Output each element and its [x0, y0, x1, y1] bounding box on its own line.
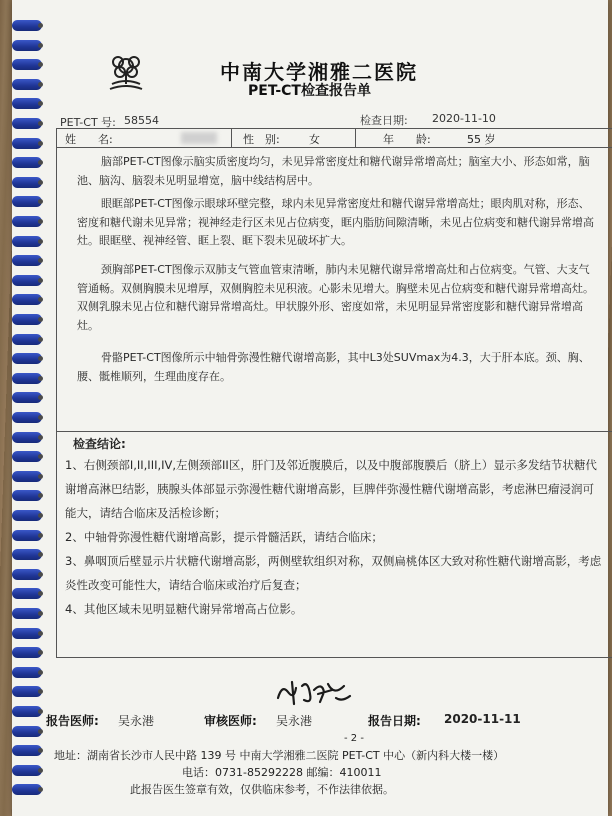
binding-hole	[38, 141, 43, 146]
binding-hole	[38, 591, 43, 596]
binding-hole	[38, 415, 43, 420]
binding-hole	[38, 278, 43, 283]
binding-hole	[38, 219, 43, 224]
finding-neck-chest: 颈胸部PET-CT图像示双肺支气管血管束清晰，肺内未见糖代谢异常增高灶和占位病变。气管、大支气管通畅。双侧胸膜未见增厚，双侧胸腔未见积液。心影未见增大。胸壁未见占位病变和糖代谢异常增高灶。双侧乳腺未见占位和糖代谢异常增高灶。甲状腺外形、密度如常，未见明显异常密度影和糖代谢异常增高灶。	[77, 263, 594, 332]
reporter-name: 吴永港	[118, 714, 155, 728]
binding-hole	[38, 787, 43, 792]
hospital-logo-icon	[102, 48, 150, 96]
disclaimer-line: 此报告医生签章有效，仅供临床参考，不作法律依据。	[130, 783, 394, 796]
binding-hole	[38, 160, 43, 165]
patient-info-row	[57, 129, 612, 148]
binding-hole	[38, 513, 43, 518]
handwritten-signature	[274, 678, 354, 708]
binding-hole	[38, 43, 43, 48]
binding-hole	[38, 356, 43, 361]
binding-hole	[38, 121, 43, 126]
finding-brain: 脑部PET-CT图像示脑实质密度均匀，未见异常密度灶和糖代谢异常增高灶；脑室大小、形态如常，脑池、脑沟、脑裂未见明显增宽，脑中线结构居中。	[77, 155, 590, 187]
conclusion-4: 4、其他区域未见明显糖代谢异常增高占位影。	[65, 602, 303, 616]
age-label: 年 龄:	[383, 133, 431, 146]
reviewer-label: 审核医师:	[204, 714, 257, 728]
binding-hole	[38, 748, 43, 753]
conclusion-3: 3、鼻咽顶后壁显示片状糖代谢增高影，两侧壁软组织对称，双侧扁桃体区大致对称性糖代谢增高影，考虑炎性改变可能性大，请结合临床或治疗后复查；	[65, 554, 602, 592]
binding-hole	[38, 709, 43, 714]
binding-hole	[38, 395, 43, 400]
report-table	[56, 128, 612, 658]
petct-number-value: 58554	[124, 114, 159, 127]
address-line: 地址：湖南省长沙市人民中路 139 号 中南大学湘雅二医院 PET-CT 中心（新内科大楼一楼）	[54, 749, 505, 762]
reviewer-name: 吴永港	[276, 714, 313, 728]
divider	[355, 129, 356, 147]
exam-date-label: 检查日期:	[360, 114, 408, 127]
binding-hole	[38, 435, 43, 440]
binding-hole	[38, 650, 43, 655]
petct-number-label: PET-CT 号:	[60, 116, 116, 129]
binding-hole	[38, 729, 43, 734]
spiral-binding	[12, 20, 46, 816]
binding-hole	[38, 611, 43, 616]
age-value: 55 岁	[467, 133, 496, 146]
hospital-name: 中南大学湘雅二医院	[220, 60, 418, 84]
page-number: - 2 -	[344, 733, 364, 744]
binding-hole	[38, 23, 43, 28]
binding-hole	[38, 317, 43, 322]
binding-hole	[38, 101, 43, 106]
binding-hole	[38, 474, 43, 479]
report-date-label: 报告日期:	[368, 714, 421, 728]
report-date-value: 2020-11-11	[444, 712, 521, 726]
reporter-label: 报告医师:	[46, 714, 99, 728]
sex-label: 性 别:	[243, 133, 280, 146]
report-title: PET-CT检查报告单	[248, 83, 371, 99]
divider	[231, 129, 232, 147]
conclusion-2: 2、中轴骨弥漫性糖代谢增高影，提示骨髓活跃，请结合临床；	[65, 530, 383, 544]
binding-hole	[38, 689, 43, 694]
conclusion-1: 1、右侧颈部I,II,III,IV,左侧颈部II区，肝门及邻近腹膜后，以及中腹部腹膜后（脐上）显示多发结节状糖代谢增高淋巴结影，胰腺头体部显示弥漫性糖代谢增高影，巨脾伴弥漫性糖代谢增高影，考虑淋巴瘤浸润可能大，请结合临床及活检诊断；	[65, 458, 597, 520]
binding-hole	[38, 376, 43, 381]
binding-hole	[38, 670, 43, 675]
binding-hole	[38, 493, 43, 498]
binding-hole	[38, 82, 43, 87]
binding-hole	[38, 297, 43, 302]
binding-hole	[38, 572, 43, 577]
binding-hole	[38, 768, 43, 773]
section-divider	[57, 431, 612, 432]
binding-hole	[38, 552, 43, 557]
binding-hole	[38, 533, 43, 538]
patient-name-label: 姓 名:	[65, 133, 113, 146]
redacted-name	[181, 132, 217, 144]
binding-hole	[38, 180, 43, 185]
binding-hole	[38, 199, 43, 204]
exam-date-value: 2020-11-10	[432, 112, 496, 125]
contact-line: 电话：0731-85292228 邮编：410011	[182, 766, 382, 779]
binding-hole	[38, 454, 43, 459]
sex-value: 女	[309, 133, 320, 146]
binding-hole	[38, 337, 43, 342]
binding-hole	[38, 258, 43, 263]
report-page	[12, 0, 608, 816]
binding-hole	[38, 62, 43, 67]
binding-hole	[38, 239, 43, 244]
binding-hole	[38, 631, 43, 636]
finding-orbit: 眼眶部PET-CT图像示眼球环壁完整，球内未见异常密度灶和糖代谢异常增高灶；眼肉肌对称，形态、密度和糖代谢未见异常；视神经走行区未见占位病变，眶内脂肪间隙清晰，未见占位病变和糖代谢异常增高灶。眼眶壁、视神经管、眶上裂、眶下裂未见破坏扩大。	[77, 197, 594, 247]
conclusion-label: 检查结论:	[73, 437, 126, 451]
finding-bone: 骨骼PET-CT图像所示中轴骨弥漫性糖代谢增高影，其中L3处SUVmax为4.3，大于肝本底。颈、胸、腰、骶椎顺列，生理曲度存在。	[77, 351, 590, 383]
